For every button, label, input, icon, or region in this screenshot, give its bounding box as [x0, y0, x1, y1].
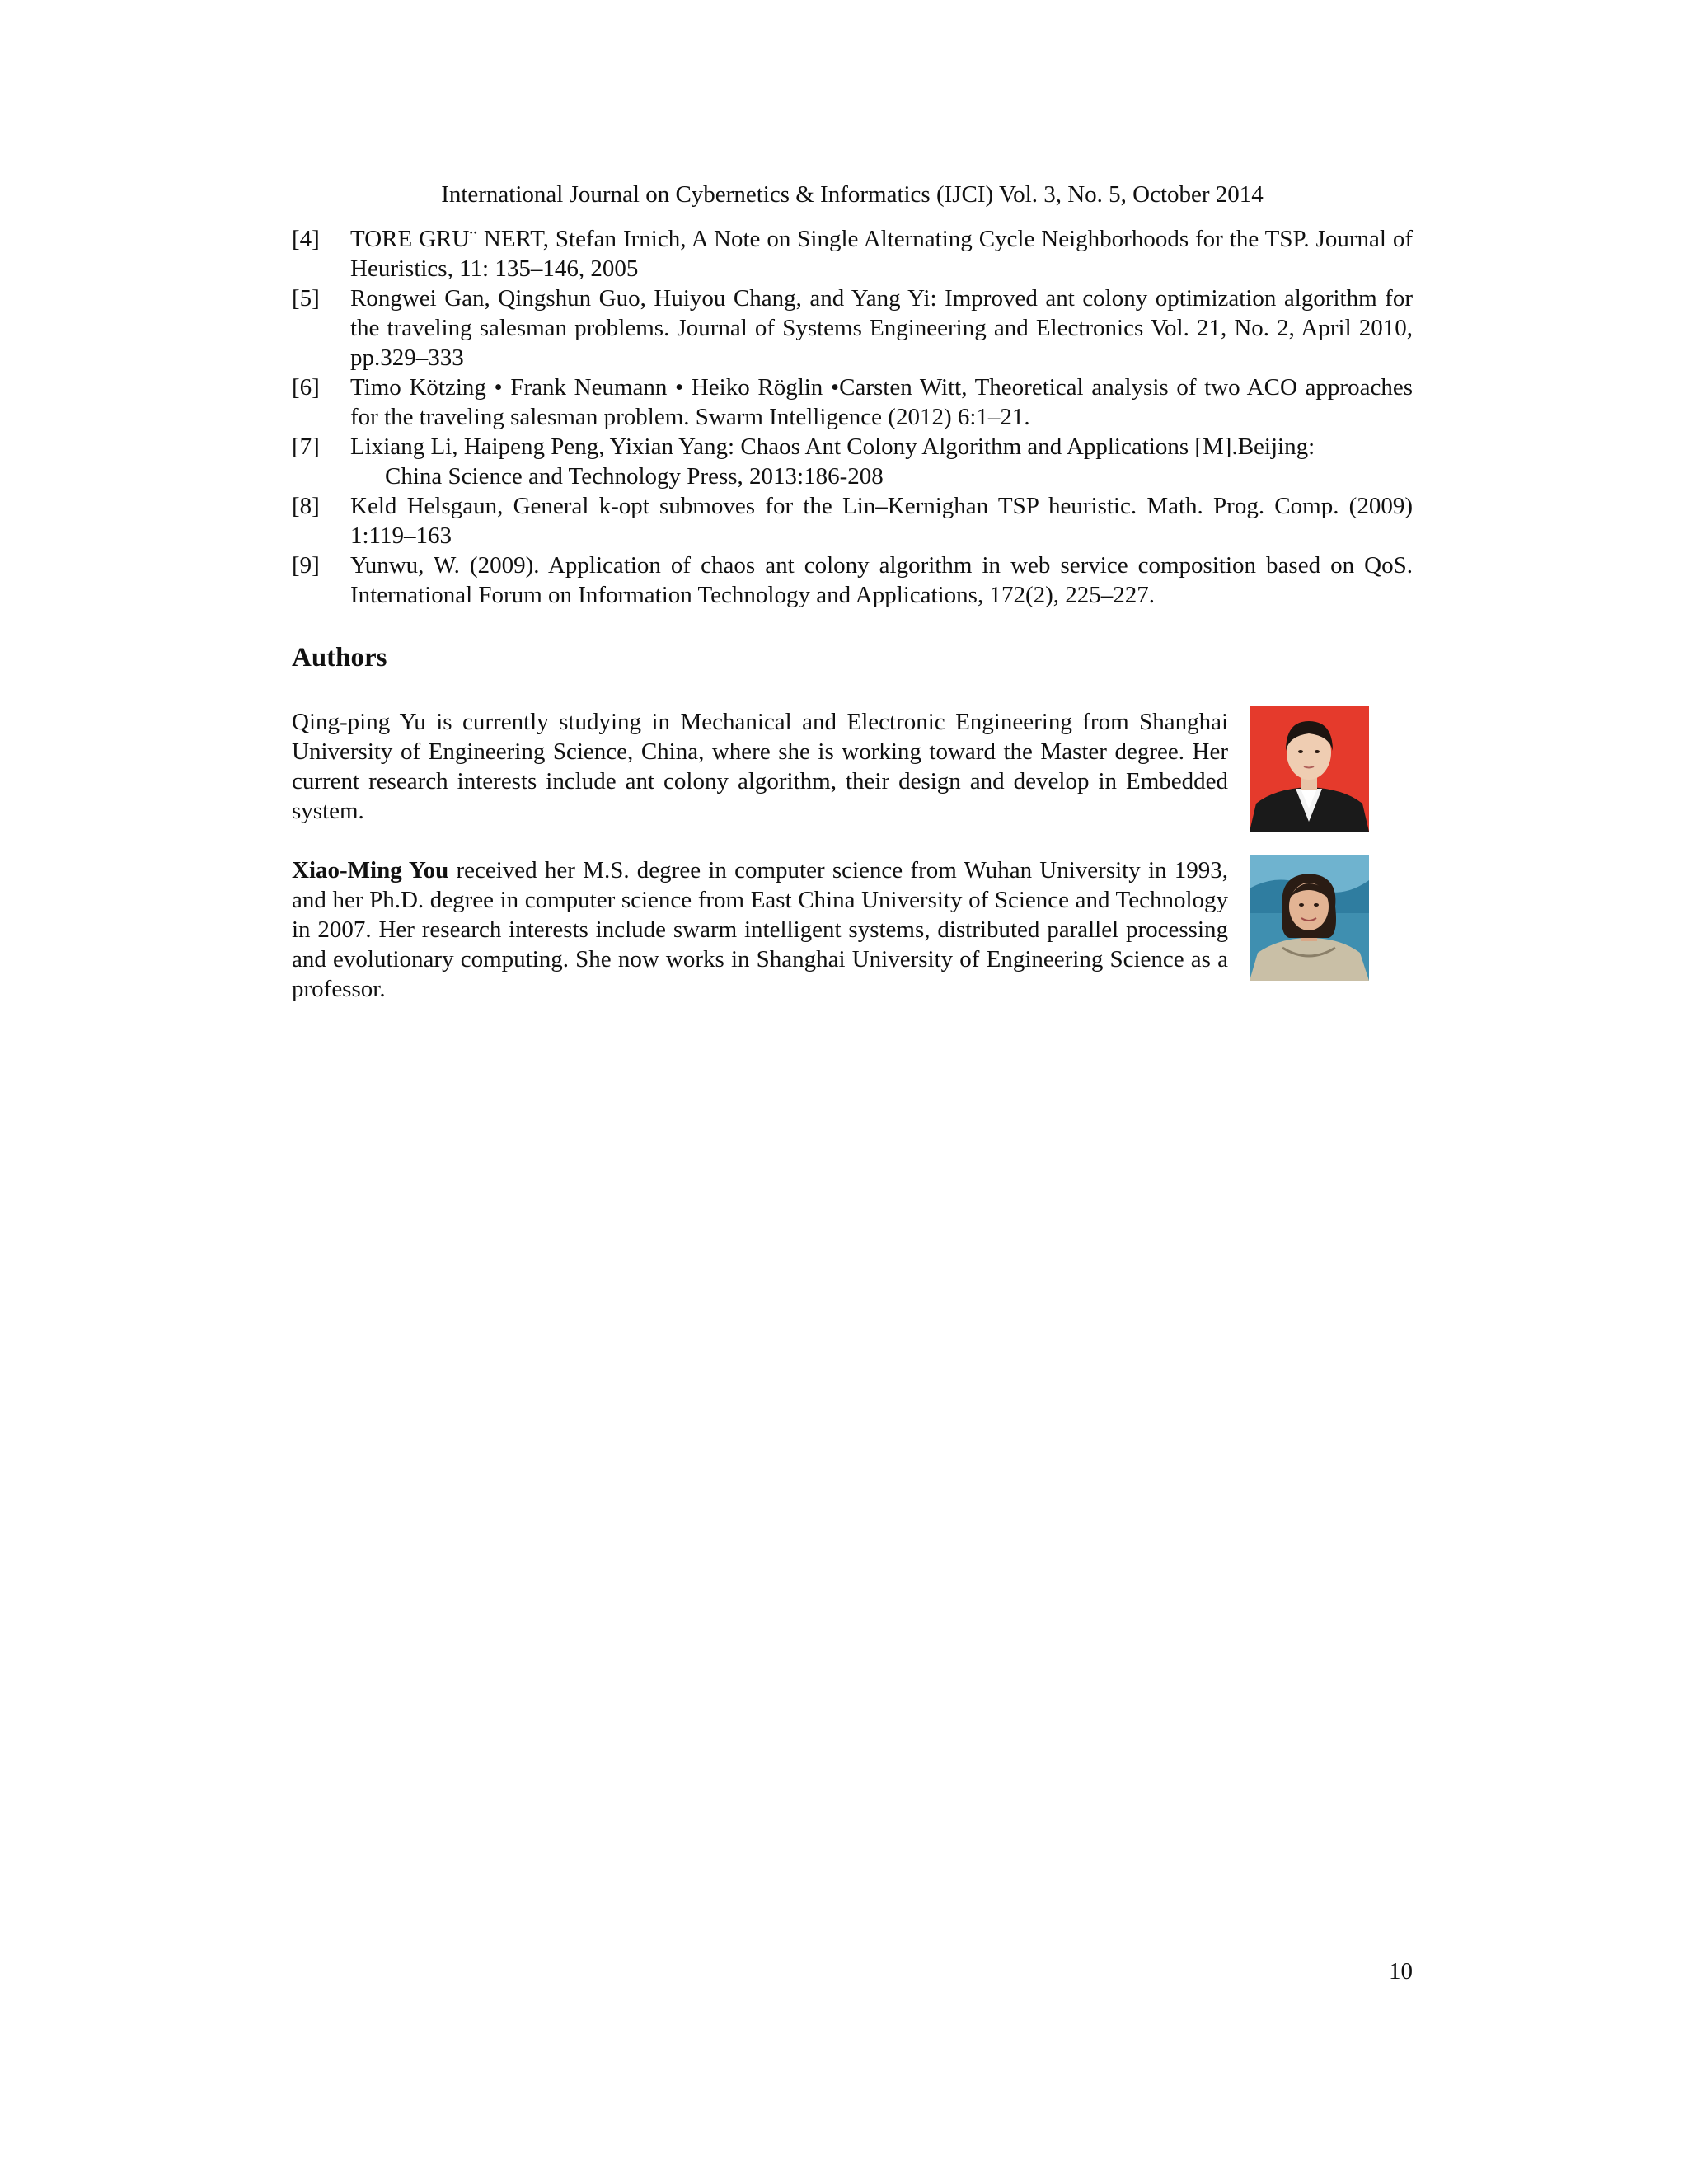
reference-item: [292, 491, 1413, 551]
reference-text: Timo Kötzing • Frank Neumann • Heiko Röglin •Carsten Witt, Theoretical analysis of two ACO approaches for the traveling salesman problem. Swarm Intelligence (2012) 6:1–21.: [350, 374, 1413, 430]
reference-item: [292, 432, 1413, 491]
reference-text: Keld Helsgaun, General k-opt submoves for the Lin–Kernighan TSP heuristic. Math. Prog. Comp. (2009) 1:119–163: [350, 493, 1413, 549]
reference-text-line2: China Science and Technology Press, 2013:186-208: [385, 463, 884, 490]
author-name: Xiao-Ming You: [292, 857, 449, 883]
running-header: International Journal on Cybernetics & Informatics (IJCI) Vol. 3, No. 5, October 2014: [441, 181, 1264, 208]
author-bio-text: received her M.S. degree in computer science from Wuhan University in 1993, and her Ph.D. degree in computer science from East China University of Science and Technology in 2007. Her research interests include swarm intelligent systems, distributed parallel processing and evolutionary computing. She now works in Shanghai University of Engineering Science as a professor.: [292, 857, 1228, 1002]
reference-number: [6]: [292, 374, 320, 401]
portrait-image: [1250, 706, 1369, 832]
author-photo-qing-ping-yu: [1250, 706, 1369, 832]
reference-item: [292, 373, 1413, 432]
author-photo-xiao-ming-you: [1250, 855, 1369, 981]
reference-item: [292, 224, 1413, 284]
reference-number: [4]: [292, 226, 320, 252]
reference-list: [292, 224, 1413, 610]
reference-number: [7]: [292, 434, 320, 460]
authors-heading: Authors: [292, 643, 387, 673]
reference-text: Yunwu, W. (2009). Application of chaos ant colony algorithm in web service composition based on QoS. International Forum on Information Technology and Applications, 172(2), 225–227.: [350, 552, 1413, 608]
reference-number: [9]: [292, 552, 320, 579]
reference-item: [292, 551, 1413, 610]
page-number: 10: [1389, 1958, 1413, 1985]
reference-text: Rongwei Gan, Qingshun Guo, Huiyou Chang, and Yang Yi: Improved ant colony optimization algorithm for the traveling salesman problems. Journal of Systems Engineering and Electronics Vol. 21, No. 2, April 2010, pp.329–333: [350, 285, 1413, 371]
author-bio-qing-ping-yu: Qing-ping Yu is currently studying in Mechanical and Electronic Engineering from Shanghai University of Engineering Science, China, where she is working toward the Master degree. Her current research interests include ant colony algorithm, their design and develop in Embedded system.: [292, 709, 1228, 824]
reference-item: [292, 284, 1413, 373]
reference-number: [5]: [292, 285, 320, 312]
reference-text-line1: Lixiang Li, Haipeng Peng, Yixian Yang: Chaos Ant Colony Algorithm and Applications [M].Beijing:: [350, 434, 1315, 460]
portrait-image: [1250, 855, 1369, 981]
author-bio-xiao-ming-you: [292, 855, 1228, 1004]
reference-number: [8]: [292, 493, 320, 519]
reference-text: TORE GRU¨ NERT, Stefan Irnich, A Note on Single Alternating Cycle Neighborhoods for the TSP. Journal of Heuristics, 11: 135–146, 2005: [350, 226, 1413, 282]
